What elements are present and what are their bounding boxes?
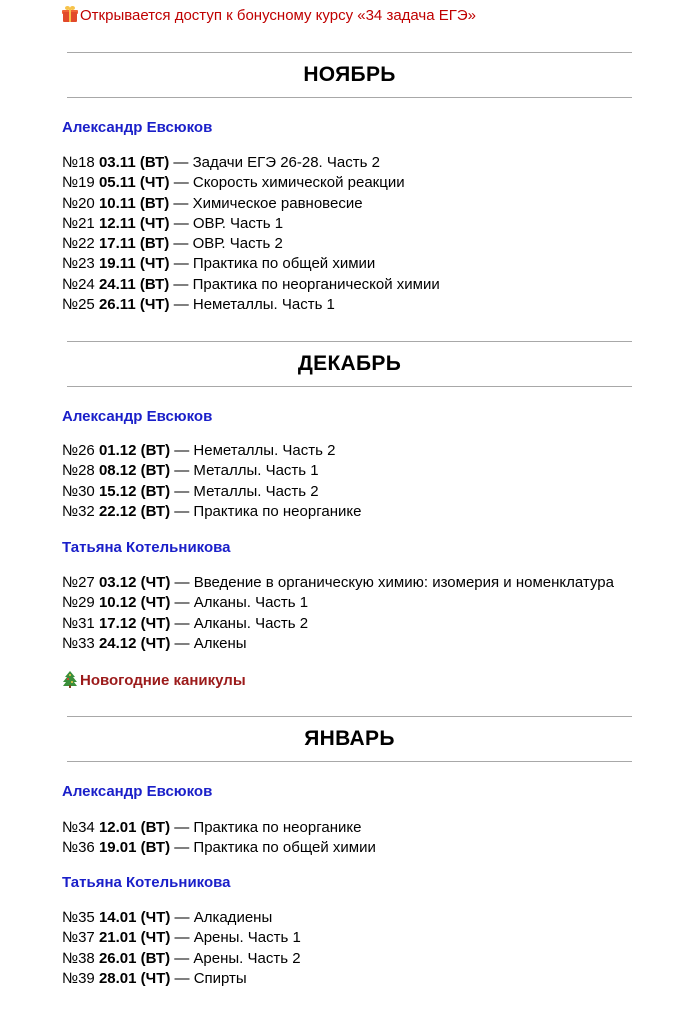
lesson-item: №20 10.11 (ВТ) — Химическое равновесие [62,194,363,212]
lesson-item: №21 12.11 (ЧТ) — ОВР. Часть 1 [62,214,284,232]
lesson-item: №33 24.12 (ЧТ) — Алкены [62,634,247,652]
lesson-item: №26 01.12 (ВТ) — Неметаллы. Часть 2 [62,442,336,459]
lesson-item: №35 14.01 (ЧТ) — Алкадиены [62,909,273,926]
month-title: ДЕКАБРЬ [297,352,402,375]
lesson-item: №31 17.12 (ЧТ) — Алканы. Часть 2 [62,614,309,632]
bonus-note [62,6,476,26]
lesson-item: №39 28.01 (ЧТ) — Спирты [62,969,247,987]
gift-icon [62,6,78,22]
lesson-list [62,441,361,522]
lesson-item: №37 21.01 (ЧТ) — Арены. Часть 1 [62,929,301,947]
lesson-item: №28 08.12 (ВТ) — Металлы. Часть 1 [62,462,319,480]
lesson-list [62,153,440,315]
teacher-name: Татьяна Котельникова [62,539,231,556]
teacher-name: Александр Евсюков [62,783,213,800]
month-header-november [67,52,632,98]
bonus-note-text: Открывается доступ к бонусному курсу «34 задача ЕГЭ» [80,7,477,24]
lesson-item: №19 05.11 (ЧТ) — Скорость химической реакции [62,174,405,192]
lesson-item: №22 17.11 (ВТ) — ОВР. Часть 2 [62,235,283,253]
lesson-item: №25 26.11 (ЧТ) — Неметаллы. Часть 1 [62,296,335,314]
lesson-item: №36 19.01 (ВТ) — Практика по общей химии [62,839,376,857]
holiday-note [62,670,246,691]
teacher-name: Александр Евсюков [62,408,213,425]
teacher-name: Александр Евсюков [62,119,213,136]
lesson-item: №27 03.12 (ЧТ) — Введение в органическую химию: изомерия и номенклатура [62,574,614,591]
lesson-item: №32 22.12 (ВТ) — Практика по неорганике [62,502,362,520]
month-header-january [67,716,632,762]
lesson-item: №24 24.11 (ВТ) — Практика по неорганической химии [62,275,440,293]
lesson-item: №18 03.11 (ВТ) — Задачи ЕГЭ 26-28. Часть 2 [62,154,380,171]
christmas-tree-icon [62,670,78,688]
divider [67,386,632,387]
lesson-item: №29 10.12 (ЧТ) — Алканы. Часть 1 [62,594,309,612]
teacher-name: Татьяна Котельникова [62,874,231,891]
month-title: НОЯБРЬ [303,63,396,86]
month-header-december [67,341,632,387]
lesson-list [62,818,376,859]
lesson-item: №23 19.11 (ЧТ) — Практика по общей химии [62,255,376,273]
month-title: ЯНВАРЬ [304,727,395,750]
holiday-text: Новогодние каникулы [80,672,246,689]
lesson-item: №30 15.12 (ВТ) — Металлы. Часть 2 [62,482,319,500]
lesson-item: №38 26.01 (ВТ) — Арены. Часть 2 [62,949,301,967]
lesson-list [62,908,301,989]
lesson-list [62,573,614,654]
divider [67,97,632,98]
divider [67,761,632,762]
lesson-item: №34 12.01 (ВТ) — Практика по неорганике [62,819,362,836]
